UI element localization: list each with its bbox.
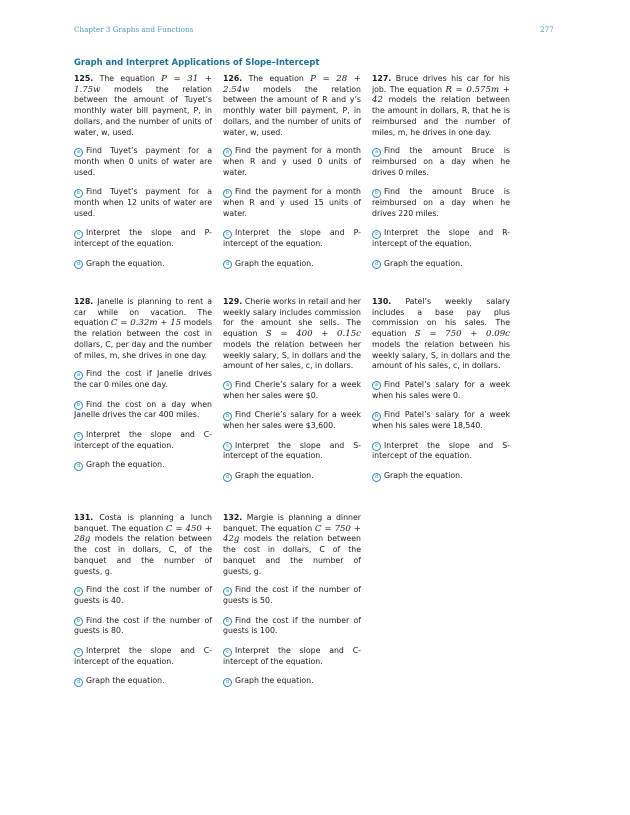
exercise-130 <box>372 297 510 491</box>
exercise-stem: Patel’s weekly salary includes a base pay plus commission on his sales. The equation <box>372 297 510 339</box>
part-c: c Interpret the slope and S-intercept of the equation. <box>372 440 510 461</box>
part-badge-icon: d <box>372 473 381 482</box>
exercise-number: 127. <box>372 74 392 83</box>
exercise-stem: Janelle is planning to rent a car while on vacation. The equation <box>74 297 212 328</box>
equation: S = 400 + 0.15c <box>265 329 361 340</box>
part-d: d Graph the equation. <box>223 259 361 270</box>
part-badge-icon: c <box>223 230 232 239</box>
part-d: d Graph the equation. <box>372 471 510 482</box>
part-a: a Find the payment for a month when R and y used 0 units of water. <box>223 146 361 177</box>
part-badge-icon: c <box>223 648 232 657</box>
part-c: c Interpret the slope and C-intercept of the equation. <box>74 646 212 666</box>
page-number: 277 <box>540 25 554 34</box>
exercise-stem: Bruce drives his car for his job. The equation <box>372 74 510 94</box>
part-badge-icon: a <box>223 587 232 596</box>
part-b: b Find the payment for a month when R and y used 15 units of water. <box>223 187 361 218</box>
exercise-stem-end: models the relation between the amount of R and y’s monthly water bill payment, P, in dollars, and the number of units of water, w, used. <box>223 84 361 137</box>
exercise-stem: The equation <box>99 74 155 83</box>
exercise-stem: Cherie works in retail and her weekly salary includes commission for the amount she sells. The equation <box>223 297 361 339</box>
exercise-stem-end: models the relation between the cost in dollars, C, per day and the number of miles, m, she drives in one day. <box>74 318 213 360</box>
part-c: c Interpret the slope and S-intercept of the equation. <box>223 440 361 461</box>
part-badge-icon: d <box>74 678 83 687</box>
part-badge-icon: a <box>372 148 381 157</box>
equation: P = 31 + 1.75w <box>74 74 212 95</box>
part-badge-icon: b <box>74 189 83 198</box>
part-c: c Interpret the slope and P-intercept of the equation. <box>223 228 361 249</box>
part-c: c Interpret the slope and R-intercept of the equation. <box>372 228 510 249</box>
exercise-stem-end: models the relation between her weekly salary, S, in dollars and the amount of her sales, c, in dollars. <box>223 339 361 371</box>
exercise-stem-end: models the relation between the amount of Tuyet’s monthly water bill payment, P, in dollars, and the number of units of water, w, used. <box>74 84 212 137</box>
part-badge-icon: c <box>74 648 83 657</box>
part-d: d Graph the equation. <box>74 259 212 270</box>
exercise-stem-end: models the relation between the amount in dollars, R, that he is reimbursed and the number of miles, m, he drives in one day. <box>372 95 510 137</box>
section-title: Graph and Interpret Applications of Slope–Intercept <box>74 57 320 67</box>
exercise-number: 126. <box>223 74 243 83</box>
part-d: d Graph the equation. <box>223 676 361 687</box>
part-badge-icon: a <box>372 381 381 390</box>
exercise-number: 132. <box>223 513 243 522</box>
part-badge-icon: d <box>223 473 232 482</box>
part-a: a Find the amount Bruce is reimbursed on a day when he drives 0 miles. <box>372 146 510 177</box>
part-b: b Find the cost on a day when Janelle drives the car 400 miles. <box>74 399 212 420</box>
part-badge-icon: b <box>223 412 232 421</box>
exercise-127 <box>372 74 510 279</box>
equation: C = 450 + 28g <box>74 523 213 545</box>
part-a: a Find the cost if the number of guests is 40. <box>74 585 212 605</box>
exercise-128 <box>74 297 212 480</box>
part-d: d Graph the equation. <box>223 471 361 482</box>
part-b: b Find the amount Bruce is reimbursed on a day when he drives 220 miles. <box>372 187 510 218</box>
part-d: d Graph the equation. <box>372 259 510 270</box>
part-badge-icon: a <box>74 587 83 596</box>
part-badge-icon: a <box>223 148 232 157</box>
part-badge-icon: d <box>223 678 232 687</box>
exercise-number: 128. <box>74 297 94 306</box>
exercise-129 <box>223 297 361 491</box>
part-d: d Graph the equation. <box>74 460 212 471</box>
exercise-number: 130. <box>372 297 392 306</box>
part-a: a Find Tuyet’s payment for a month when 0 units of water are used. <box>74 146 212 177</box>
part-a: a Find Patel’s salary for a week when his sales were 0. <box>372 379 510 400</box>
part-badge-icon: c <box>74 230 83 239</box>
exercise-stem-end: models the relation between the cost in dollars, C of the banquet and the number of guests, g. <box>223 534 361 576</box>
part-b: b Find Patel’s salary for a week when his sales were 18,540. <box>372 410 510 431</box>
part-b: b Find Tuyet’s payment for a month when 12 units of water are used. <box>74 187 212 218</box>
part-badge-icon: d <box>74 462 83 471</box>
exercise-131 <box>74 513 212 696</box>
exercise-stem: Costa is planning a lunch banquet. The equation <box>74 513 212 533</box>
exercise-stem-end: models the relation between his weekly salary, S, in dollars and the amount of his sales, c, in dollars. <box>372 339 510 371</box>
part-c: c Interpret the slope and P-intercept of the equation. <box>74 228 212 249</box>
equation: R = 0.575m + 42 <box>372 84 510 106</box>
part-badge-icon: c <box>372 442 381 451</box>
part-b: b Find the cost if the number of guests is 100. <box>223 615 361 636</box>
part-badge-icon: c <box>74 432 83 441</box>
exercise-132 <box>223 513 361 696</box>
part-badge-icon: b <box>372 412 381 421</box>
exercise-126 <box>223 74 361 279</box>
part-badge-icon: b <box>223 189 232 198</box>
part-b: b Find the cost if the number of guests is 80. <box>74 615 212 636</box>
equation: S = 750 + 0.09c <box>414 329 510 340</box>
part-badge-icon: b <box>223 617 232 626</box>
part-badge-icon: b <box>74 617 83 626</box>
exercise-stem: Margie is planning a dinner banquet. The equation <box>223 513 361 533</box>
exercise-number: 131. <box>74 513 94 522</box>
equation: P = 28 + 2.54w <box>223 74 361 95</box>
exercise-stem: The equation <box>248 74 304 83</box>
part-d: d Graph the equation. <box>74 676 212 687</box>
part-badge-icon: a <box>74 371 83 380</box>
part-a: a Find the cost if Janelle drives the car 0 miles one day. <box>74 369 212 389</box>
exercise-number: 125. <box>74 74 94 83</box>
equation: C = 750 + 42g <box>223 523 362 545</box>
part-badge-icon: b <box>372 189 381 198</box>
chapter-header: Chapter 3 Graphs and Functions <box>74 25 194 34</box>
part-a: a Find the cost if the number of guests is 50. <box>223 585 361 605</box>
part-badge-icon: d <box>372 260 381 269</box>
part-badge-icon: d <box>74 260 83 269</box>
part-badge-icon: a <box>74 148 83 157</box>
exercise-125 <box>74 74 212 279</box>
part-a: a Find Cherie’s salary for a week when her sales were $0. <box>223 379 361 400</box>
part-badge-icon: c <box>372 230 381 239</box>
part-badge-icon: c <box>223 442 232 451</box>
equation: C = 0.32m + 15 <box>110 318 182 329</box>
part-badge-icon: d <box>223 260 232 269</box>
part-c: c Interpret the slope and C-intercept of the equation. <box>74 430 212 450</box>
part-c: c Interpret the slope and C-intercept of the equation. <box>223 646 361 666</box>
exercise-stem-end: models the relation between the cost in dollars, C, of the banquet and the number of guests, g. <box>74 534 212 576</box>
part-b: b Find Cherie’s salary for a week when her sales were $3,600. <box>223 410 361 431</box>
exercise-number: 129. <box>223 297 243 306</box>
part-badge-icon: a <box>223 381 232 390</box>
part-badge-icon: b <box>74 401 83 410</box>
